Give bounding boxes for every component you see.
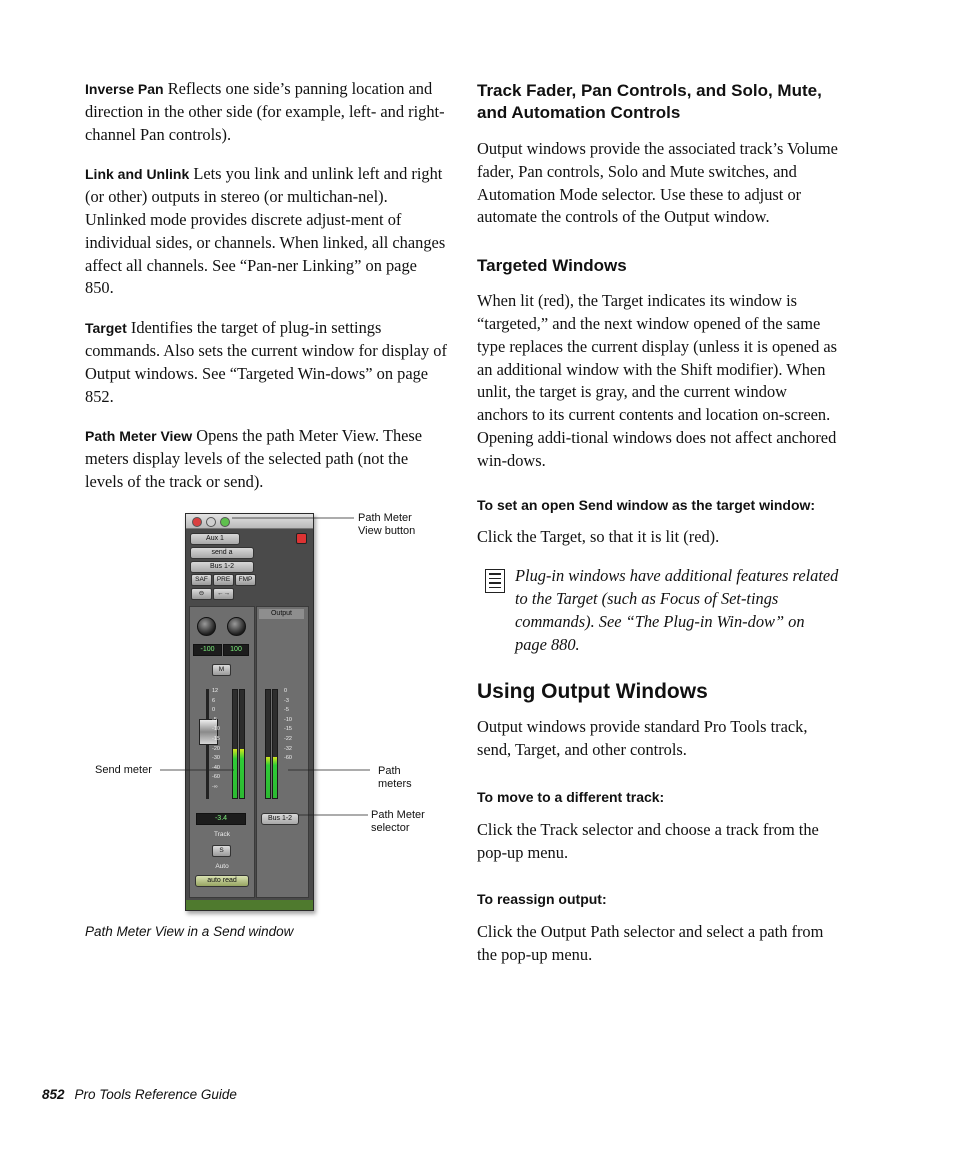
pan-left-value: -100 [193,644,222,656]
desc-inverse-pan: Reflects one side’s panning location and direction in the other side (for example, left- and right-channel Pan controls). [85,79,445,144]
bullet-click-target [477,526,839,549]
callout-path-meters: Path meters [378,765,412,790]
page-number: 852 [42,1087,65,1102]
para-using-output: Output windows provide standard Pro Tools track, send, Target, and other controls. [477,717,808,760]
track-selector[interactable]: Aux 1 [190,533,240,545]
send-meter-scale-tick: 6 [212,697,216,704]
procedure-move-track: To move to a different track: [477,788,665,805]
send-meter-scale-tick: -15 [212,735,220,742]
send-meter-scale-tick: -40 [212,764,220,771]
output-path-selector[interactable]: Bus 1-2 [190,561,254,573]
send-meter-scale-tick: -10 [212,726,220,733]
pre-button[interactable]: PRE [213,574,234,586]
auto-label: Auto [215,863,229,870]
note-text: Plug-in windows have additional features related to the Target (such as Focus of Set-tings commands). See “The Plug-in Win-dow” on page 880. [515,566,839,654]
callout-send-meter: Send meter [95,764,152,776]
path-meter-scale-tick: -32 [284,745,292,752]
heading-track-fader: Track Fader, Pan Controls, and Solo, Mute, and Automation Controls [477,81,822,122]
send-meter-scale-tick: -60 [212,774,220,781]
heading-targeted-windows: Targeted Windows [477,256,627,276]
mute-button[interactable]: M [212,664,231,676]
procedure-reassign-output: To reassign output: [477,891,607,908]
para-targeted-windows: When lit (red), the Target indicates its window is “targeted,” and the next window opened of the same type replaces the current display (unless it is opened as an additional window with the Shift modifier). When unlit, the target is gray, and the current window anchors to its current contents and location on-screen. Opening addi-tional windows does not affect anchored win-dows. [477,291,838,470]
bullet-output-path-text: Click the Output Path selector and select a path from the pop-up menu. [477,922,824,964]
fmp-button[interactable]: FMP [235,574,256,586]
send-level-display: -3.4 [196,813,246,825]
term-path-meter-view: Path Meter View [85,428,193,445]
send-meter-scale-tick: -20 [212,745,220,752]
path-meter-selector[interactable]: Bus 1-2 [261,813,299,825]
track-label: Track [213,831,230,838]
send-meter-scale-tick: -30 [212,755,220,762]
send-meter-scale-tick: 12 [212,688,219,694]
term-inverse-pan: Inverse Pan [85,81,164,97]
link-icon: ⊖ [198,590,205,597]
procedure-set-target: To set an open Send window as the target window: [477,496,816,513]
path-meter-scale-tick: -15 [284,726,292,733]
callout-path-meter-selector: Path Meter selector [371,809,425,834]
note-plugin-windows [477,565,839,656]
desc-link-unlink: Lets you link and unlink left and right (or other) outputs in stereo (or multichan-nel). Unlinked mode provides discrete adjust-ment of individual sides, or channels. When linked, all changes affect all channels. See “Pan-ner Linking” on page 850. [85,164,446,298]
path-meter-scale-tick: -5 [284,707,289,714]
saf-button[interactable]: SAF [191,574,212,586]
send-selector[interactable]: send a [190,547,254,559]
para-output-windows: Output windows provide the associated track’s Volume fader, Pan controls, Solo and Mute switches, and Automation Mode selector. Use these to adjust or automate the controls of the Output window. [477,139,838,227]
path-meter-scale-tick: 0 [284,688,288,694]
desc-target: Identifies the target of plug-in settings commands. Also sets the current window for display of Output windows. See “Targeted Win-dows” on page 852. [85,318,447,406]
bullet-click-target-text: Click the Target, so that it is lit (red). [477,527,720,547]
term-target: Target [85,320,127,337]
output-label: Output [259,609,304,619]
right-column [477,78,839,967]
note-icon [485,569,505,593]
pan-right-value: 100 [223,644,249,656]
path-meter-scale-tick: -10 [284,716,292,723]
page-footer [42,1087,237,1102]
inverse-pan-button[interactable]: ←→ [213,588,234,600]
send-meter-scale-tick: -∞ [212,783,218,790]
figure-caption: Path Meter View in a Send window [85,924,294,939]
guide-title: Pro Tools Reference Guide [74,1087,237,1102]
heading-using-output-windows: Using Output Windows [477,680,708,704]
send-meter-scale-tick: 0 [212,707,216,714]
send-meter-scale-tick: -5 [212,716,217,723]
path-meter-scale-tick: -22 [284,735,292,742]
bullet-output-path [477,921,839,967]
automation-mode-selector[interactable]: auto read [195,875,249,887]
solo-button[interactable]: S [212,845,231,857]
path-meter-scale-tick: -60 [284,755,292,762]
path-meter-scale-tick: -3 [284,697,289,704]
desc-path-meter-view: Opens the path Meter View. These meters display levels of the selected path (not the levels of the track or send). [85,426,423,491]
callout-path-meter-view-button: Path Meter View button [358,512,416,537]
bullet-track-selector-text: Click the Track selector and choose a track from the pop-up menu. [477,819,819,862]
bullet-track-selector [477,819,839,865]
term-link-unlink: Link and Unlink [85,166,190,183]
